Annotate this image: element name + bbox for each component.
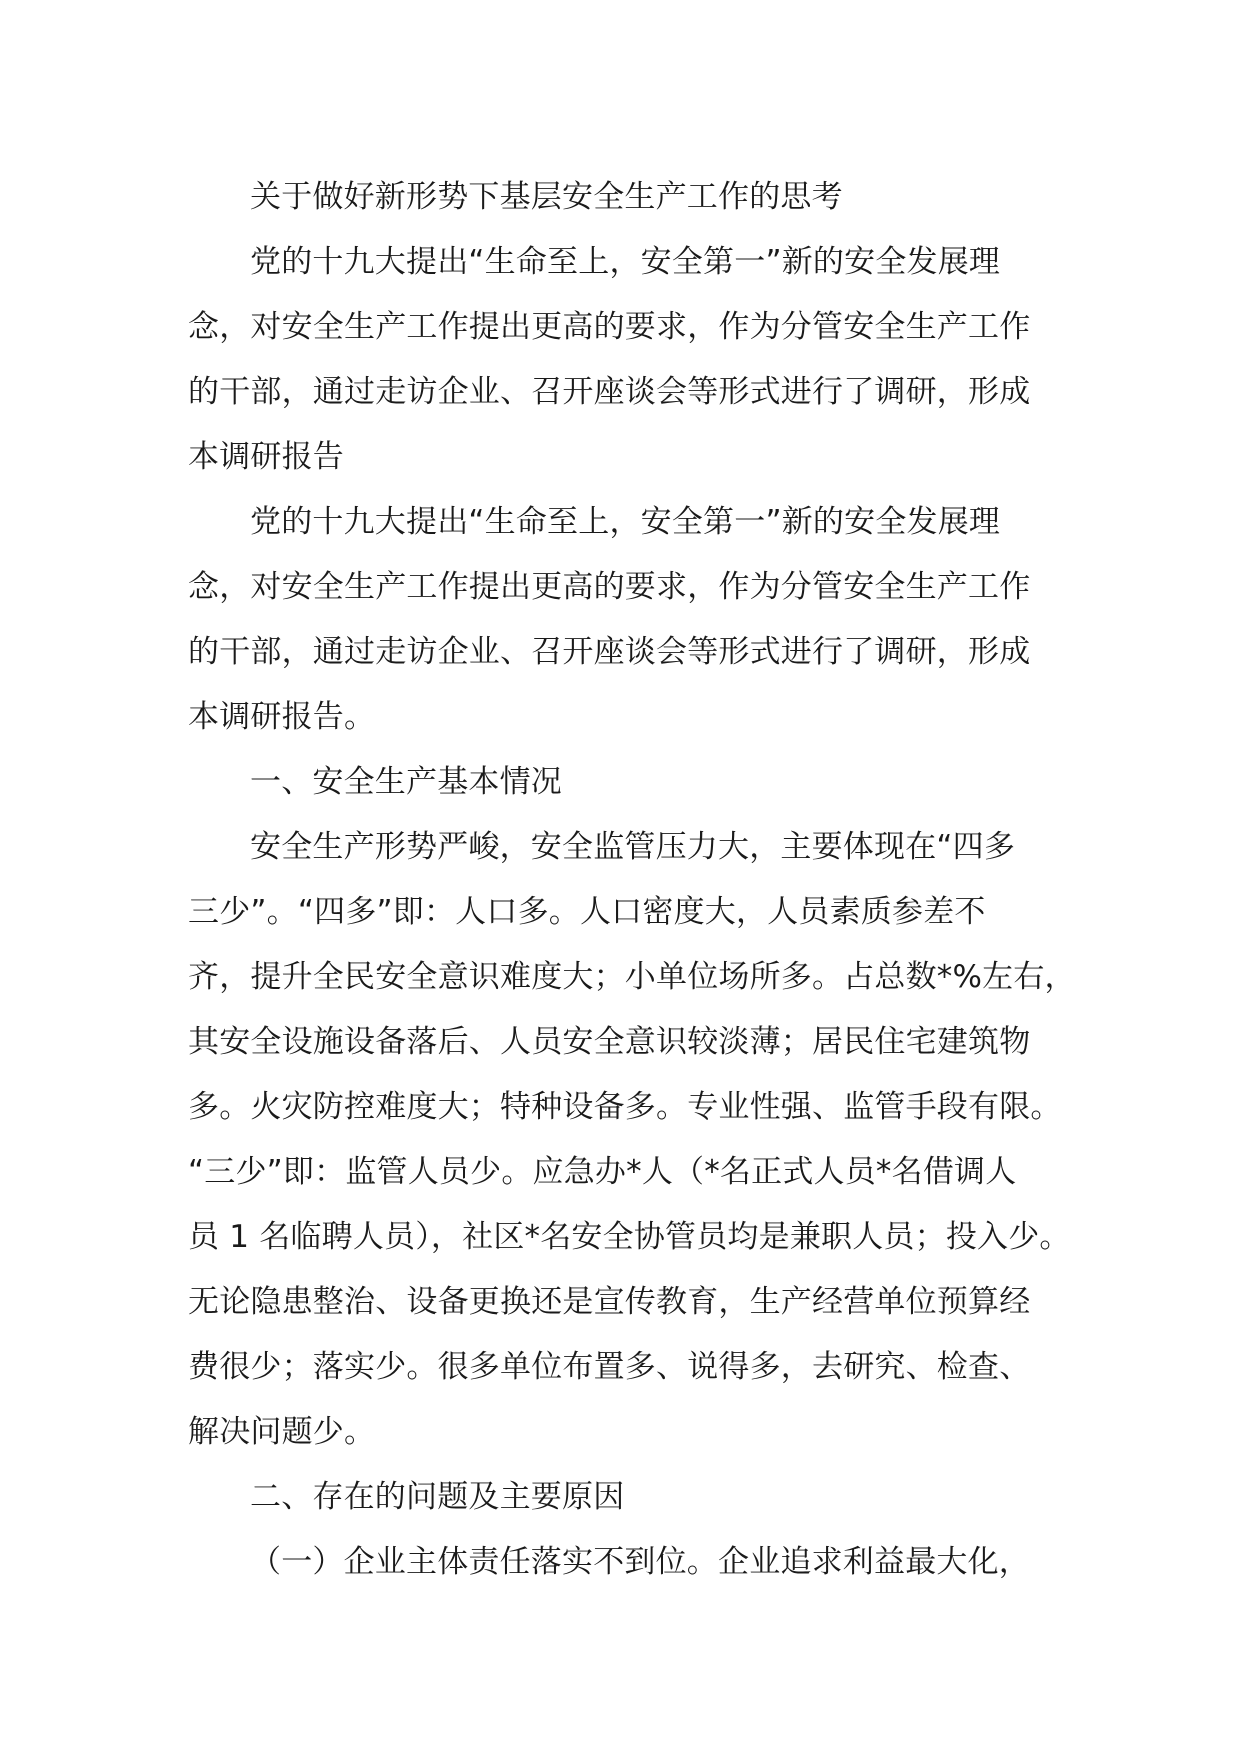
paragraph-line: 安全生产形势严峻，安全监管压力大，主要体现在“四多 xyxy=(250,829,1016,865)
paragraph-line: 三少”。“四多”即：人口多。人口密度大，人员素质参差不 xyxy=(188,894,986,930)
document-title: 关于做好新形势下基层安全生产工作的思考 xyxy=(250,179,843,215)
paragraph-line: 念，对安全生产工作提出更高的要求，作为分管安全生产工作 xyxy=(188,569,1031,605)
paragraph-line: 本调研报告。 xyxy=(188,699,376,735)
paragraph-line: 多。火灾防控难度大；特种设备多。专业性强、监管手段有限。 xyxy=(188,1089,1062,1125)
section-heading: 二、存在的问题及主要原因 xyxy=(250,1479,625,1515)
paragraph-line: 无论隐患整治、设备更换还是宣传教育，生产经营单位预算经 xyxy=(188,1284,1031,1320)
paragraph-line: 党的十九大提出“生命至上，安全第一”新的安全发展理 xyxy=(250,244,1001,280)
paragraph-line: 齐，提升全民安全意识难度大；小单位场所多。占总数*%左右， xyxy=(188,959,1076,995)
paragraph-line: 本调研报告 xyxy=(188,439,344,475)
paragraph-line: 的干部，通过走访企业、召开座谈会等形式进行了调研，形成 xyxy=(188,374,1031,410)
paragraph-line: 念，对安全生产工作提出更高的要求，作为分管安全生产工作 xyxy=(188,309,1031,345)
paragraph-line: （一）企业主体责任落实不到位。企业追求利益最大化， xyxy=(250,1544,1030,1580)
paragraph-line: “三少”即：监管人员少。应急办*人（*名正式人员*名借调人 xyxy=(188,1154,1017,1190)
paragraph-line: 解决问题少。 xyxy=(188,1414,376,1450)
paragraph-line: 员 1 名临聘人员），社区*名安全协管员均是兼职人员；投入少。 xyxy=(188,1219,1071,1255)
paragraph-line: 费很少；落实少。很多单位布置多、说得多，去研究、检查、 xyxy=(188,1349,1031,1385)
section-heading: 一、安全生产基本情况 xyxy=(250,764,562,800)
paragraph-line: 其安全设施设备落后、人员安全意识较淡薄；居民住宅建筑物 xyxy=(188,1024,1031,1060)
paragraph-line: 的干部，通过走访企业、召开座谈会等形式进行了调研，形成 xyxy=(188,634,1031,670)
paragraph-line: 党的十九大提出“生命至上，安全第一”新的安全发展理 xyxy=(250,504,1001,540)
